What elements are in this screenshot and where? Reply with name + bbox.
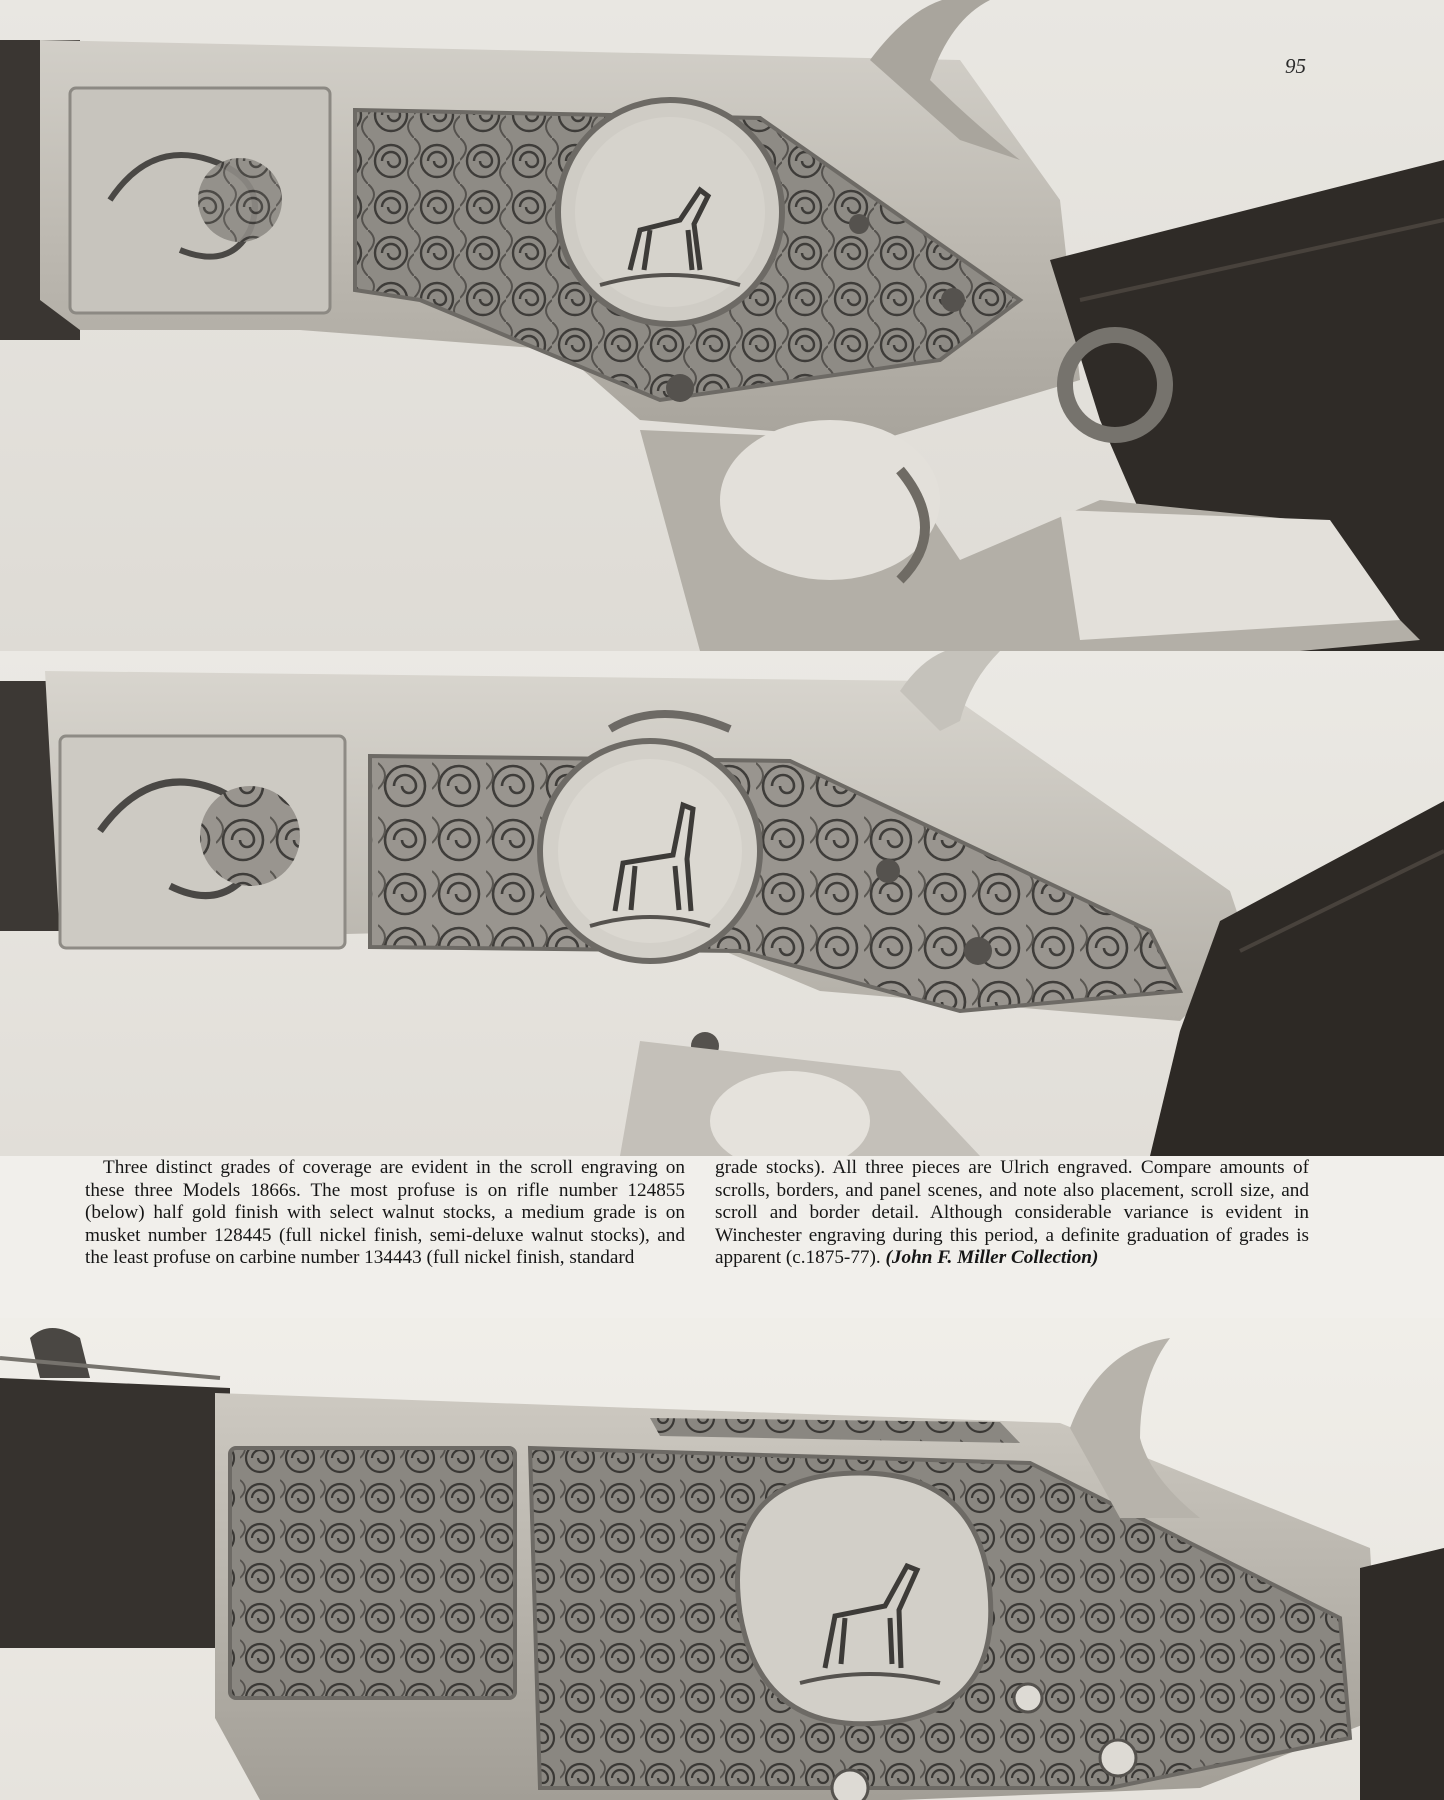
engraved-rifle-receiver-photo bbox=[0, 0, 1444, 651]
caption-left-text: Three distinct grades of coverage are evident in the scroll engraving on these three Models 1866s. The most profuse is on rifle number 124855 (below) half gold finish with select walnut stocks, a medium grade is on musket number 128445 (full nickel finish, semi-deluxe walnut stocks), and the least profuse on carbine number 134443 (full nickel finish, standard bbox=[85, 1157, 685, 1269]
engraved-musket-receiver-photo bbox=[0, 651, 1444, 1156]
page-number: 95 bbox=[1285, 54, 1306, 78]
caption-right-column bbox=[715, 1157, 1309, 1270]
caption-left-column bbox=[85, 1157, 685, 1270]
caption-right-text: grade stocks). All three pieces are Ulrich engraved. Compare amounts of scrolls, borders, and panel scenes, and note also placement, scroll size, and scroll and border detail. Although considerable variance is evident in Winchester engraving during this period, a definite graduation of grades is apparent (c.1875-77). bbox=[715, 1157, 1309, 1269]
engraved-carbine-receiver-photo bbox=[0, 1318, 1444, 1800]
photo-credit: (John F. Miller Collection) bbox=[885, 1247, 1099, 1269]
